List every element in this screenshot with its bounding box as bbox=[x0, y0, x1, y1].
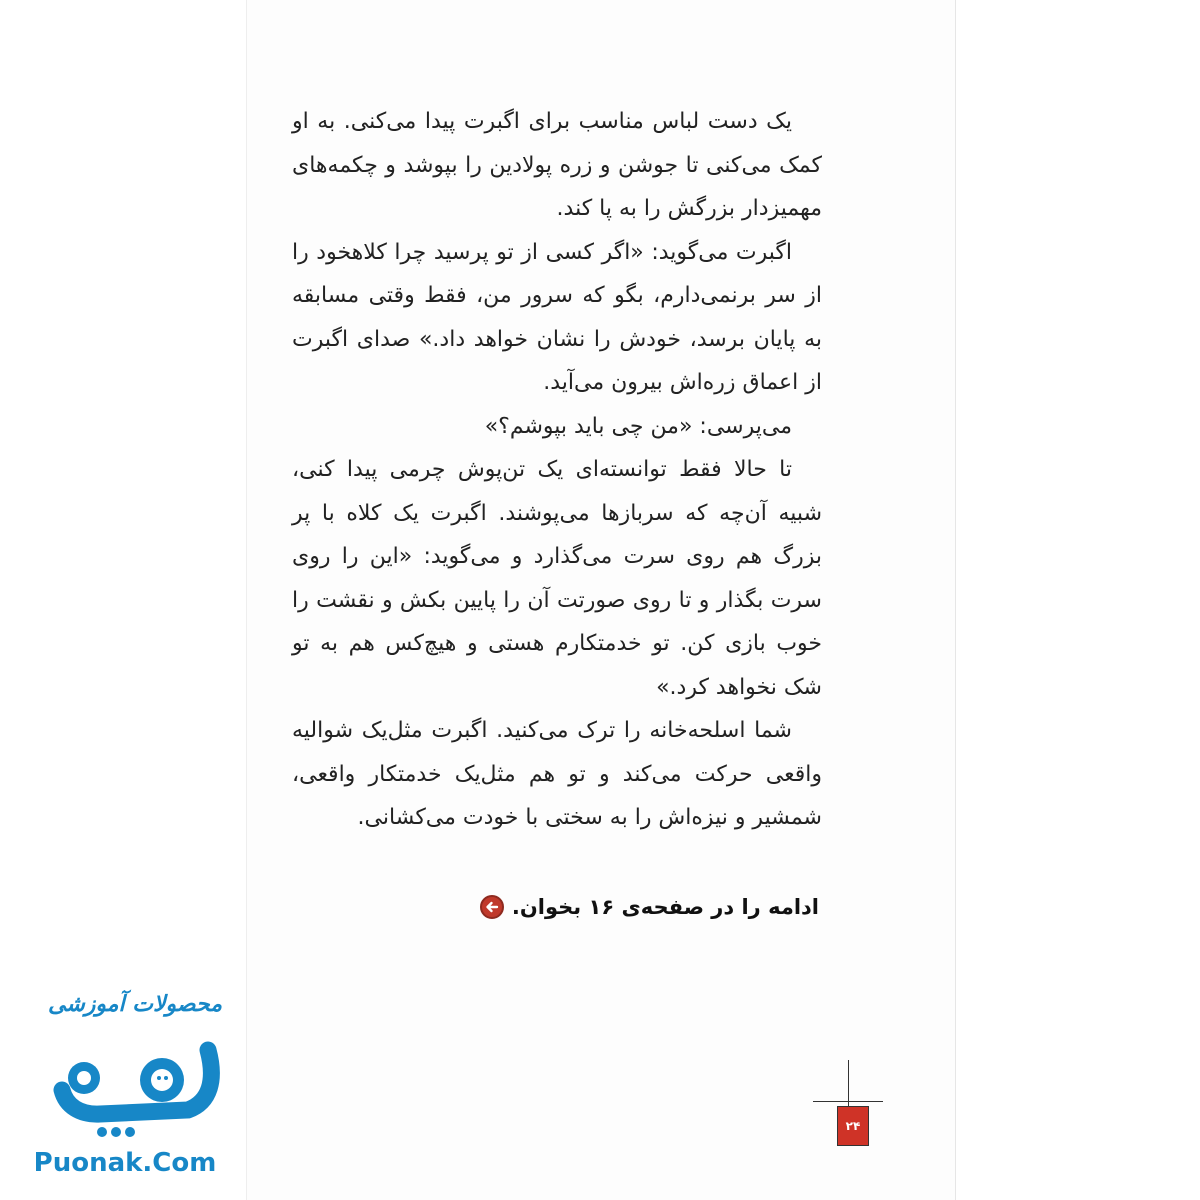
paragraph-4: تا حالا فقط توانسته‌ای یک تن‌پوش چرمی پیدا کنی، شبیه آن‌چه که سربازها می‌پوشند. اگبرت یک کلاه با پر بزرگ هم روی سرت می‌گذارد و می‌گوید: «این را روی سرت بگذار و تا روی صورتت آن را پایین بکش و نقشت را خوب بازی کن. تو خدمتکارم هستی و هیچ‌کس هم به تو شک نخواهد کرد.» bbox=[292, 457, 822, 700]
paragraph-1: یک دست لباس مناسب برای اگبرت پیدا می‌کنی. به او کمک می‌کنی تا جوشن و زره پولادین را بپوشد و چکمه‌های مهمیزدار بزرگش را به پا کند. bbox=[292, 109, 822, 221]
paragraph-2: اگبرت می‌گوید: «اگر کسی از تو پرسید چرا کلاهخود را از سر برنمی‌دارم، بگو که سرور من، فقط وقتی مسابقه به پایان برسد، خودش را نشان خواهد داد.» صدای اگبرت از اعماق زره‌اش بیرون می‌آید. bbox=[292, 239, 822, 395]
brand-tagline: محصولات آموزشی bbox=[47, 992, 222, 1017]
continue-instruction bbox=[480, 895, 819, 919]
puonak-logo bbox=[40, 1040, 220, 1144]
arrow-left-icon bbox=[480, 895, 504, 919]
book-page bbox=[246, 0, 956, 1200]
page-marker bbox=[813, 1060, 883, 1150]
puonak-logo-mark bbox=[40, 1040, 220, 1140]
brand-website: Puonak.Com bbox=[33, 1148, 217, 1178]
story-text bbox=[292, 100, 822, 840]
paragraph-5: شما اسلحه‌خانه را ترک می‌کنید. اگبرت مثل‌یک شوالیه واقعی حرکت می‌کند و تو هم مثل‌یک خدمتکار واقعی، شمشیر و نیزه‌اش را به سختی با خودت می‌کشانی. bbox=[292, 718, 822, 830]
continue-label: ادامه را در صفحه‌ی ۱۶ بخوان. bbox=[511, 895, 819, 919]
page-number: ۲۴ bbox=[837, 1106, 869, 1146]
paragraph-3: می‌پرسی: «من چی باید بپوشم؟» bbox=[484, 413, 792, 439]
